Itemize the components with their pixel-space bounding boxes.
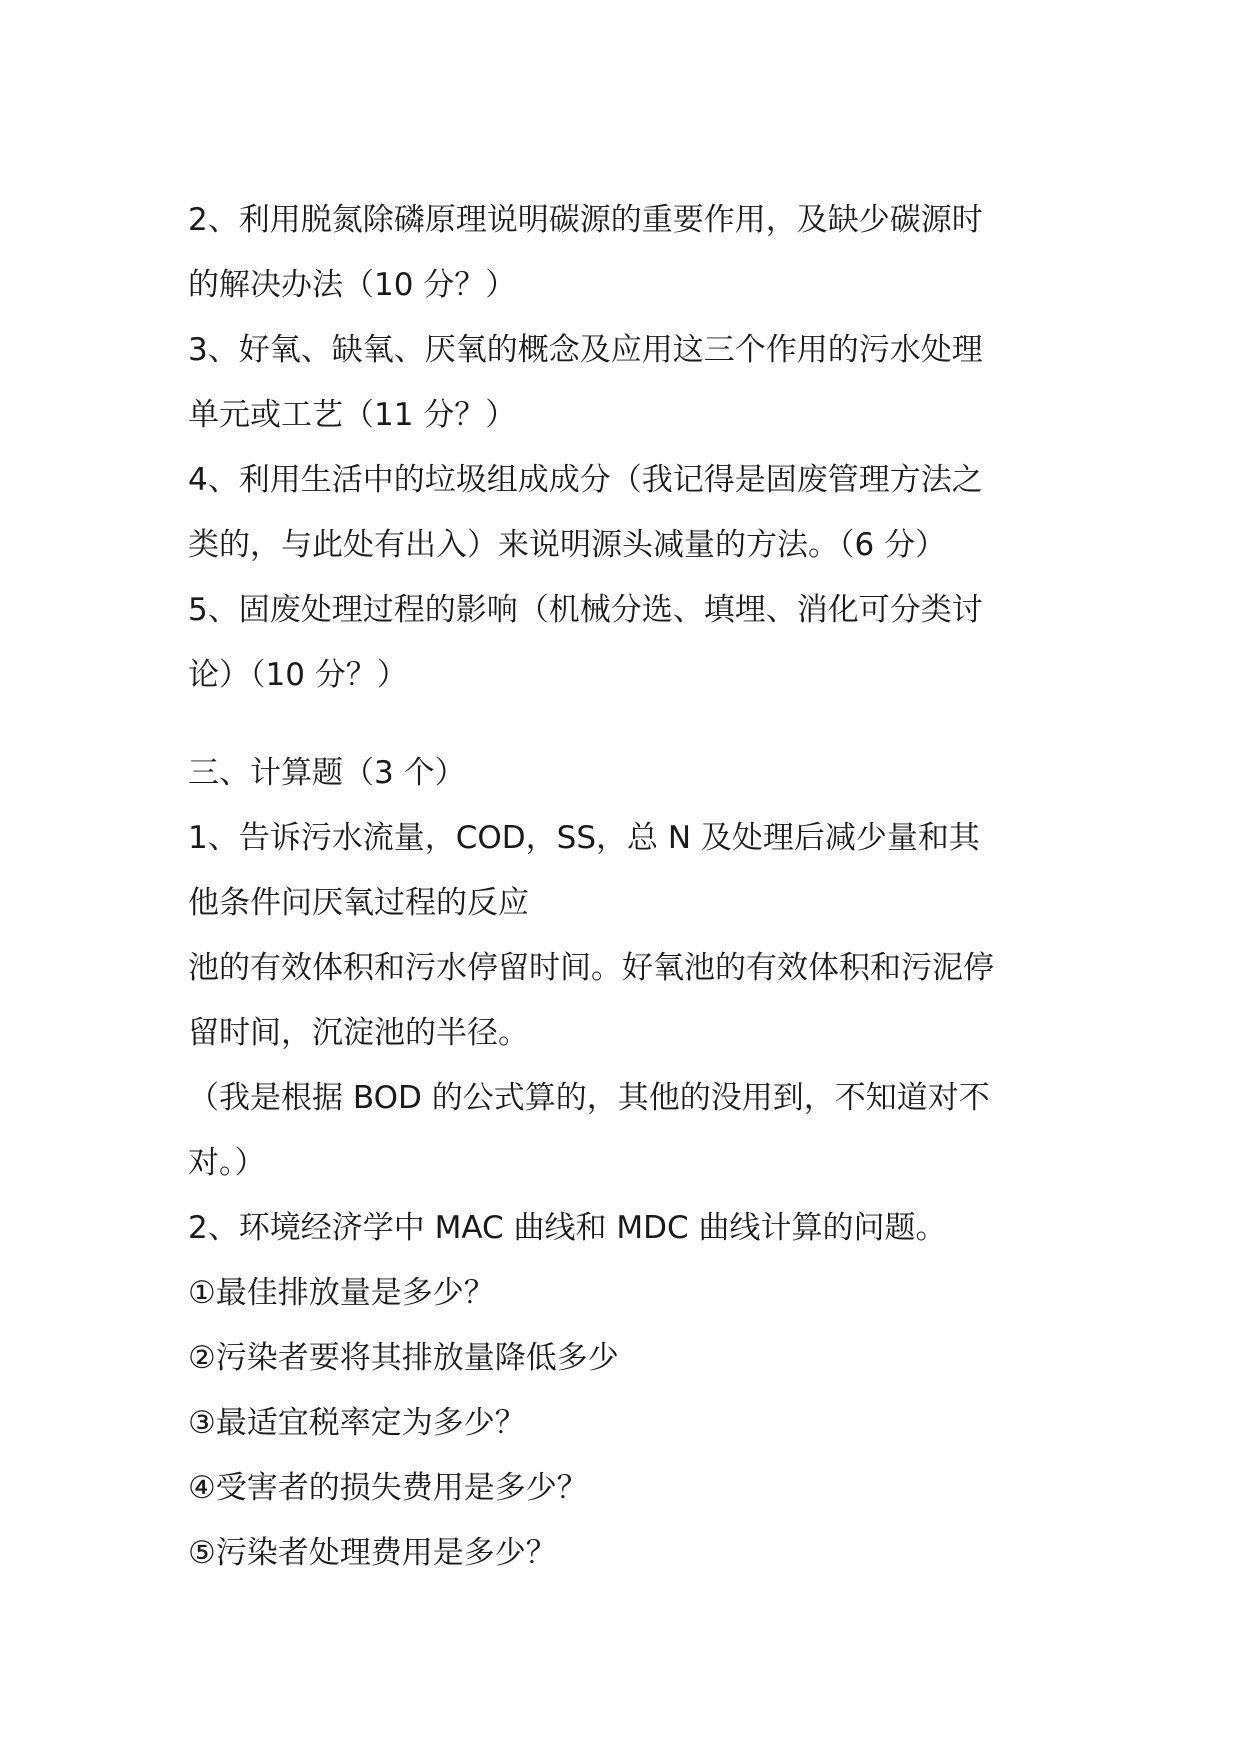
question-2-line-1: 2、利用脱氮除磷原理说明碳源的重要作用，及缺少碳源时	[188, 202, 983, 238]
calc-question-2-sub-3: ③最适宜税率定为多少？	[188, 1405, 526, 1441]
calc-question-2-sub-5: ⑤污染者处理费用是多少？	[188, 1535, 557, 1571]
question-2-line-2: 的解决办法（10 分？）	[188, 267, 517, 303]
calc-question-1-line-4: 留时间，沉淀池的半径。	[188, 1015, 529, 1051]
question-3-line-2: 单元或工艺（11 分？）	[188, 397, 517, 433]
calc-question-2-sub-4: ④受害者的损失费用是多少？	[188, 1470, 588, 1506]
calc-question-2: 2、环境经济学中 MAC 曲线和 MDC 曲线计算的问题。	[188, 1210, 947, 1246]
calc-question-1-line-3: 池的有效体积和污水停留时间。好氧池的有效体积和污泥停	[188, 950, 994, 986]
calc-question-2-sub-1: ①最佳排放量是多少？	[188, 1275, 495, 1311]
question-3-line-1: 3、好氧、缺氧、厌氧的概念及应用这三个作用的污水处理	[188, 332, 983, 368]
calc-question-1-line-2: 他条件问厌氧过程的反应	[188, 885, 529, 921]
calc-question-1-line-1: 1、告诉污水流量，COD，SS，总 N 及处理后减少量和其	[188, 820, 980, 856]
calc-question-2-sub-2: ②污染者要将其排放量降低多少	[188, 1340, 619, 1376]
question-5-line-2: 论）（10 分？）	[188, 657, 408, 693]
calc-question-1-note-line-1: （我是根据 BOD 的公式算的，其他的没用到，不知道对不	[188, 1080, 990, 1116]
question-4-line-1: 4、利用生活中的垃圾组成成分（我记得是固废管理方法之	[188, 462, 983, 498]
question-4-line-2: 类的，与此处有出入）来说明源头减量的方法。（6 分）	[188, 527, 947, 563]
section-heading-calculation: 三、计算题（3 个）	[188, 755, 466, 791]
question-5-line-1: 5、固废处理过程的影响（机械分选、填埋、消化可分类讨	[188, 592, 983, 628]
calc-question-1-note-line-2: 对。）	[188, 1145, 266, 1181]
document-body	[188, 188, 1068, 1586]
